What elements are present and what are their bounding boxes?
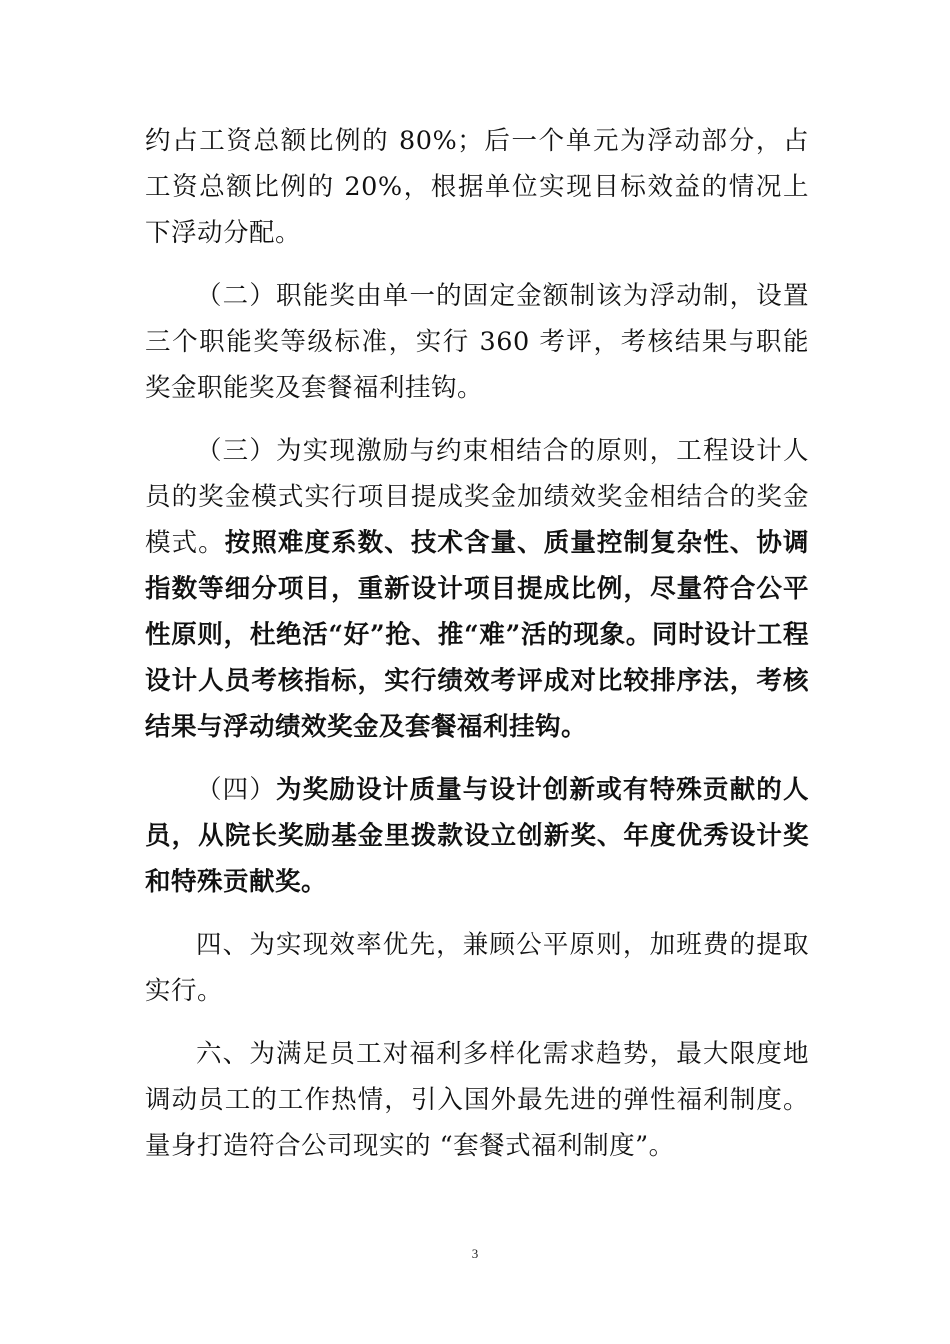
paragraph-engineer-bonus-normal-text: （三）为实现激励与约束相结合的原则，工程设计人员的奖金模式实行项目提成奖金加绩效奖金相结合的奖金模式。 bbox=[145, 436, 809, 558]
paragraph-functional-bonus: （二）职能奖由单一的固定金额制该为浮动制，设置三个职能奖等级标准，实行 360 考评，考核结果与职能奖金职能奖及套餐福利挂钩。 bbox=[145, 281, 809, 403]
paragraph-overtime-pay: 四、为实现效率优先，兼顾公平原则，加班费的提取实行。 bbox=[145, 930, 809, 1006]
paragraph-salary-ratio: 约占工资总额比例的 80%；后一个单元为浮动部分，占工资总额比例的 20%，根据单位实现目标效益的情况上下浮动分配。 bbox=[145, 126, 809, 248]
paragraph-innovation-award bbox=[145, 767, 809, 905]
paragraph-innovation-award-normal-text: （四） bbox=[196, 775, 277, 805]
paragraph-innovation-award-bold-text: 为奖励设计质量与设计创新或有特殊贡献的人员，从院长奖励基金里拨款设立创新奖、年度优秀设计奖和特殊贡献奖。 bbox=[145, 775, 809, 897]
paragraph-engineer-bonus bbox=[145, 428, 809, 750]
document-body bbox=[145, 118, 809, 1186]
paragraph-flexible-benefits: 六、为满足员工对福利多样化需求趋势，最大限度地调动员工的工作热情，引入国外最先进的弹性福利制度。量身打造符合公司现实的 “套餐式福利制度”。 bbox=[145, 1039, 809, 1161]
paragraph-engineer-bonus-bold-text: 按照难度系数、技术含量、质量控制复杂性、协调指数等细分项目，重新设计项目提成比例，尽量符合公平性原则，杜绝活“好”抢、推“难”活的现象。同时设计工程设计人员考核指标，实行绩效考评成对比较排序法，考核结果与浮动绩效奖金及套餐福利挂钩。 bbox=[145, 528, 809, 742]
page-number: 3 bbox=[471, 1246, 479, 1261]
